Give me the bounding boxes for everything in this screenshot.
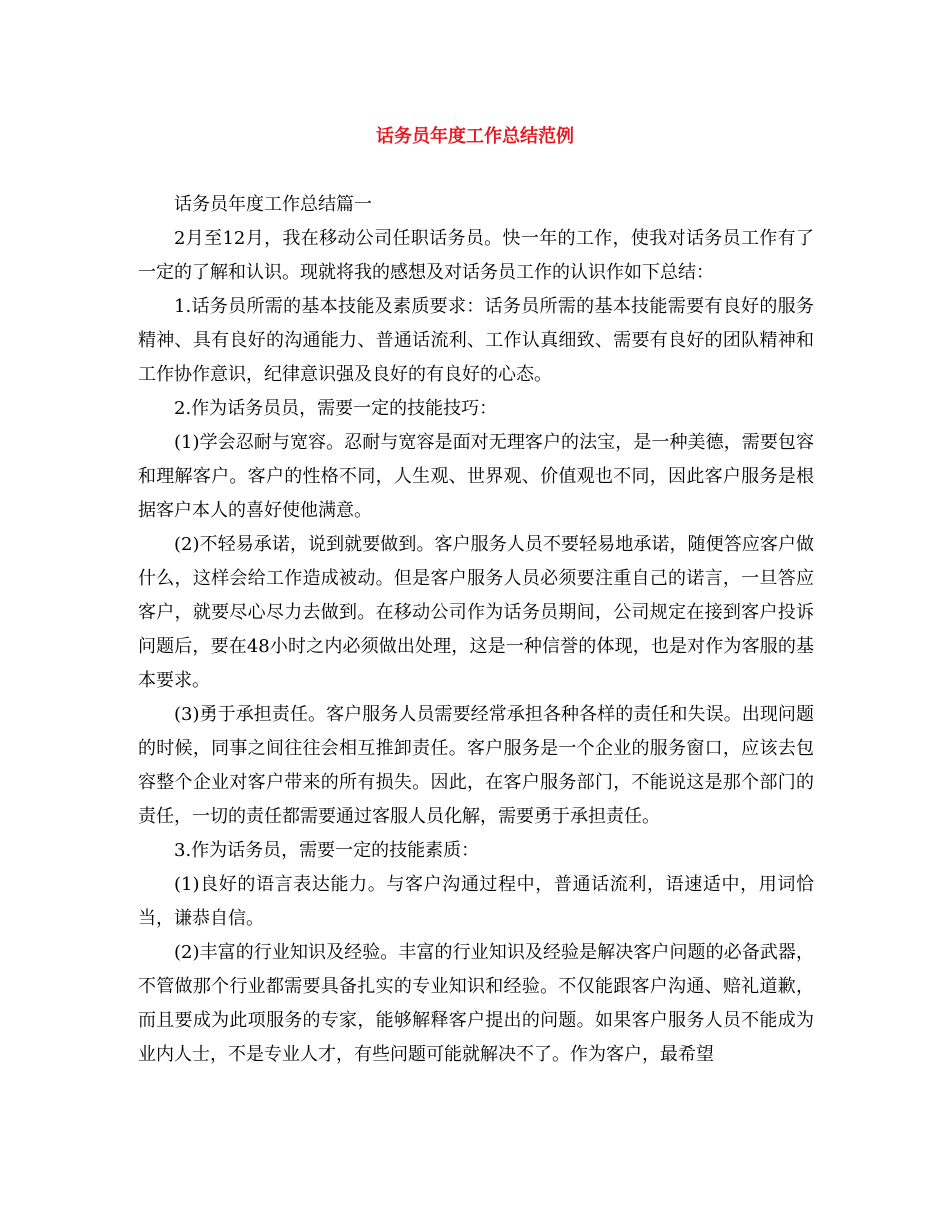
- paragraph-responsibility: (3)勇于承担责任。客户服务人员需要经常承担各种各样的责任和失误。出现问题的时候，同事之间往往会相互推卸责任。客户服务是一个企业的服务窗口，应该去包容整个企业对客户带来的所有损失。因此，在客户服务部门，不能说这是那个部门的责任，一切的责任都需要通过客服人员化解，需要勇于承担责任。: [138, 704, 814, 827]
- paragraph-basic-skills: 1.话务员所需的基本技能及素质要求：话务员所需的基本技能需要有良好的服务精神、具有良好的沟通能力、普通话流利、工作认真细致、需要有良好的团队精神和工作协作意识，纪律意识强及良好的有良好的心态。: [138, 296, 814, 385]
- document-body: [138, 188, 814, 1072]
- paragraph-qualities-heading: 3.作为话务员，需要一定的技能素质：: [174, 840, 480, 861]
- paragraph-skills-heading: 2.作为话务员员，需要一定的技能技巧：: [174, 398, 498, 419]
- paragraph-patience: (1)学会忍耐与宽容。忍耐与宽容是面对无理客户的法宝，是一种美德，需要包容和理解客户。客户的性格不同，人生观、世界观、价值观也不同，因此客户服务是根据客户本人的喜好使他满意。: [138, 432, 814, 521]
- paragraph-promises: (2)不轻易承诺，说到就要做到。客户服务人员不要轻易地承诺，随便答应客户做什么，这样会给工作造成被动。但是客户服务人员必须要注重自己的诺言，一旦答应客户，就要尽心尽力去做到。在移动公司作为话务员期间，公司规定在接到客户投诉问题后，要在48小时之内必须做出处理，这是一种信誉的体现，也是对作为客服的基本要求。: [138, 534, 814, 691]
- intro-paragraph: 2月至12月，我在移动公司任职话务员。快一年的工作，使我对话务员工作有了一定的了解和认识。现就将我的感想及对话务员工作的认识作如下总结：: [138, 228, 814, 283]
- paragraph-knowledge: (2)丰富的行业知识及经验。丰富的行业知识及经验是解决客户问题的必备武器，不管做那个行业都需要具备扎实的专业知识和经验。不仅能跟客户沟通、赔礼道歉，而且要成为此项服务的专家，能够解释客户提出的问题。如果客户服务人员不能成为业内人士，不是专业人才，有些问题可能就解决不了。作为客户，最希望: [138, 942, 814, 1065]
- document-title: 话务员年度工作总结范例: [376, 126, 574, 147]
- section-heading: 话务员年度工作总结篇一: [174, 194, 372, 215]
- paragraph-language: (1)良好的语言表达能力。与客户沟通过程中，普通话流利，语速适中，用词恰当，谦恭自信。: [138, 874, 814, 929]
